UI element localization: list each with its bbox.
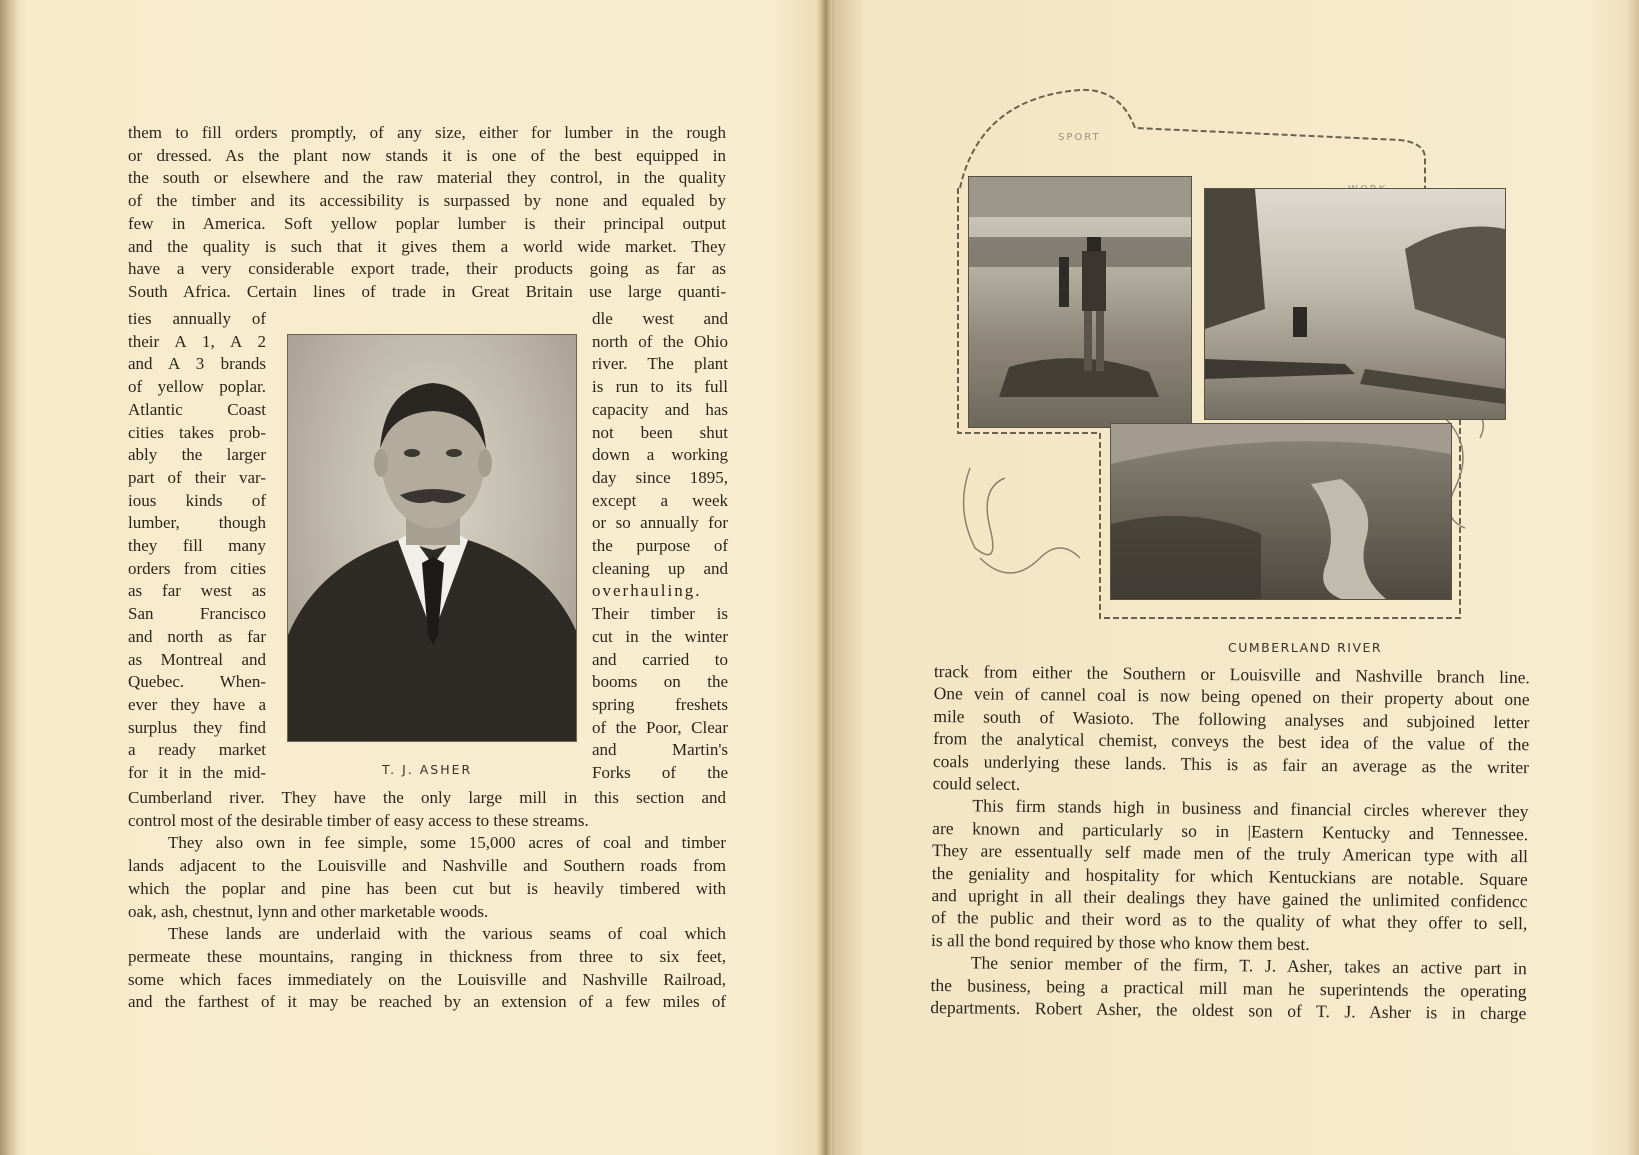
text-line: of the public and their word as to the quality of what they offer to sell,	[931, 907, 1528, 934]
right-paragraphs	[930, 660, 1530, 1025]
text-line: and the quality is such that it gives them a world wide market. They	[128, 236, 726, 256]
text-line: ably the larger	[128, 445, 266, 465]
text-line: capacity and has	[592, 399, 728, 419]
text-line: departments. Robert Asher, the oldest son of T. J. Asher is in charge	[930, 997, 1527, 1024]
text-line: San Francisco	[128, 604, 266, 624]
text-line: or so annually for	[592, 513, 728, 533]
text-line: ever they have a	[128, 694, 266, 714]
river-photo-scene	[1111, 424, 1451, 599]
text-line: is run to its full	[592, 377, 728, 397]
text-line: cities takes prob-	[128, 422, 266, 442]
text-line: South Africa. Certain lines of trade in Great Britain use large quanti-	[128, 281, 726, 301]
text-line: orders from cities	[128, 558, 266, 578]
text-line: of yellow poplar.	[128, 377, 266, 397]
text-line: of the Poor, Clear	[592, 717, 728, 737]
work-photo-scene	[1205, 189, 1505, 419]
sport-photo-scene	[969, 177, 1191, 427]
text-line: from the analytical chemist, conveys the best idea of the value of the	[933, 728, 1530, 755]
text-line: Forks of the	[592, 763, 728, 783]
text-line: lumber, though	[128, 513, 266, 533]
text-line: dle west and	[592, 309, 728, 328]
text-line: they fill many	[128, 536, 266, 556]
text-line: down a working	[592, 445, 728, 465]
portrait-figure	[288, 335, 577, 742]
photo-collage	[950, 88, 1530, 628]
text-line: part of their var-	[128, 467, 266, 487]
text-line: north of the Ohio	[592, 331, 728, 351]
text-line: a ready market	[128, 740, 266, 760]
text-line: overhauling.	[592, 581, 702, 601]
text-line: few in America. Soft yellow poplar lumber is their principal output	[128, 213, 726, 233]
text-line: These lands are underlaid with the various seams of coal which	[168, 924, 726, 944]
text-line: They are essentually self made men of the truly American type with all	[931, 840, 1529, 867]
text-line: the purpose of	[592, 536, 728, 556]
portrait-caption: T. J. ASHER	[382, 762, 473, 777]
cumberland-river-photo	[1110, 423, 1452, 600]
sport-label: SPORT	[1058, 132, 1101, 143]
text-line: or dressed. As the plant now stands it is one of the best equipped in	[128, 145, 726, 165]
text-line: and upright in all their dealings they have gained the unlimited confidencc	[931, 885, 1528, 912]
text-line: They also own in fee simple, some 15,000 acres of coal and timber	[168, 833, 726, 853]
text-line: cleaning up and	[592, 558, 728, 578]
text-line: and Martin's	[592, 740, 728, 760]
book-edge	[0, 0, 18, 1155]
text-line: could select.	[932, 773, 1021, 794]
portrait-photo	[287, 334, 577, 742]
sport-photo	[968, 176, 1192, 428]
right-text-column	[592, 308, 728, 785]
left-text-column	[128, 308, 266, 785]
river-caption: CUMBERLAND RIVER	[1228, 640, 1383, 655]
text-line: of the timber and its accessibility is surpassed by none and equaled by	[128, 191, 726, 211]
text-line: booms on the	[592, 672, 728, 692]
text-line: One vein of cannel coal is now being opened on their property about one	[933, 683, 1530, 710]
work-photo	[1204, 188, 1506, 420]
text-line: the south or elsewhere and the raw material they control, in the quality	[128, 168, 726, 188]
text-line: and north as far	[128, 626, 266, 646]
text-line: which the poplar and pine has been cut but is heavily timbered with	[128, 878, 726, 898]
text-line: are known and particularly so in |Eastern Kentucky and Tennessee.	[932, 817, 1529, 845]
text-line: Their timber is	[592, 604, 728, 624]
text-line: except a week	[592, 490, 728, 510]
left-bottom-paragraphs	[128, 787, 726, 1014]
text-line: day since 1895,	[592, 467, 728, 487]
text-line: This firm stands high in business and financial circles wherever they	[972, 795, 1529, 822]
text-line: Quebec. When-	[128, 672, 266, 692]
text-line: permeate these mountains, ranging in thickness from three to six feet,	[128, 946, 726, 966]
text-line: some which faces immediately on the Louisville and Nashville Railroad,	[128, 969, 726, 989]
text-line: for it in the mid-	[128, 763, 266, 783]
text-line: The senior member of the firm, T. J. Asher, takes an active part in	[970, 952, 1527, 979]
text-line: the geniality and hospitality for which Kentuckians are notable. Square	[931, 862, 1528, 889]
text-line: and carried to	[592, 649, 728, 669]
text-line: coals underlying these lands. This is as fair an average as the writer	[932, 750, 1530, 777]
text-line: and the farthest of it may be reached by an extension of a few miles of	[128, 992, 726, 1012]
left-top-paragraph	[128, 122, 726, 304]
text-line: Cumberland river. They have the only large mill in this section and	[128, 788, 726, 807]
text-line: them to fill orders promptly, of any size, either for lumber in the rough	[128, 123, 726, 142]
text-line: not been shut	[592, 422, 728, 442]
text-line: have a very considerable export trade, their products going as far as	[128, 259, 726, 279]
text-line: track from either the Southern or Louisville and Nashville branch line.	[933, 660, 1530, 688]
text-line: and A 3 brands	[128, 354, 266, 374]
text-line: control most of the desirable timber of easy access to these streams.	[128, 810, 589, 830]
text-line: oak, ash, chestnut, lynn and other marketable woods.	[128, 901, 489, 921]
text-line: mile south of Wasioto. The following analyses and subjoined letter	[933, 705, 1530, 733]
text-line: ious kinds of	[128, 490, 266, 510]
text-line: cut in the winter	[592, 626, 728, 646]
text-line: spring freshets	[592, 694, 728, 714]
text-line: the business, being a practical mill man he superintends the operating	[930, 974, 1527, 1001]
text-line: surplus they find	[128, 717, 266, 737]
text-line: Atlantic Coast	[128, 399, 266, 419]
text-line: ties annually of	[128, 309, 266, 328]
book-gutter	[818, 0, 832, 1155]
text-line: lands adjacent to the Louisville and Nashville and Southern roads from	[128, 856, 726, 876]
text-line: as far west as	[128, 581, 266, 601]
text-line: is all the bond required by those who know them best.	[930, 929, 1310, 954]
text-line: as Montreal and	[128, 649, 266, 669]
text-line: their A 1, A 2	[128, 331, 266, 351]
text-line: river. The plant	[592, 354, 728, 374]
